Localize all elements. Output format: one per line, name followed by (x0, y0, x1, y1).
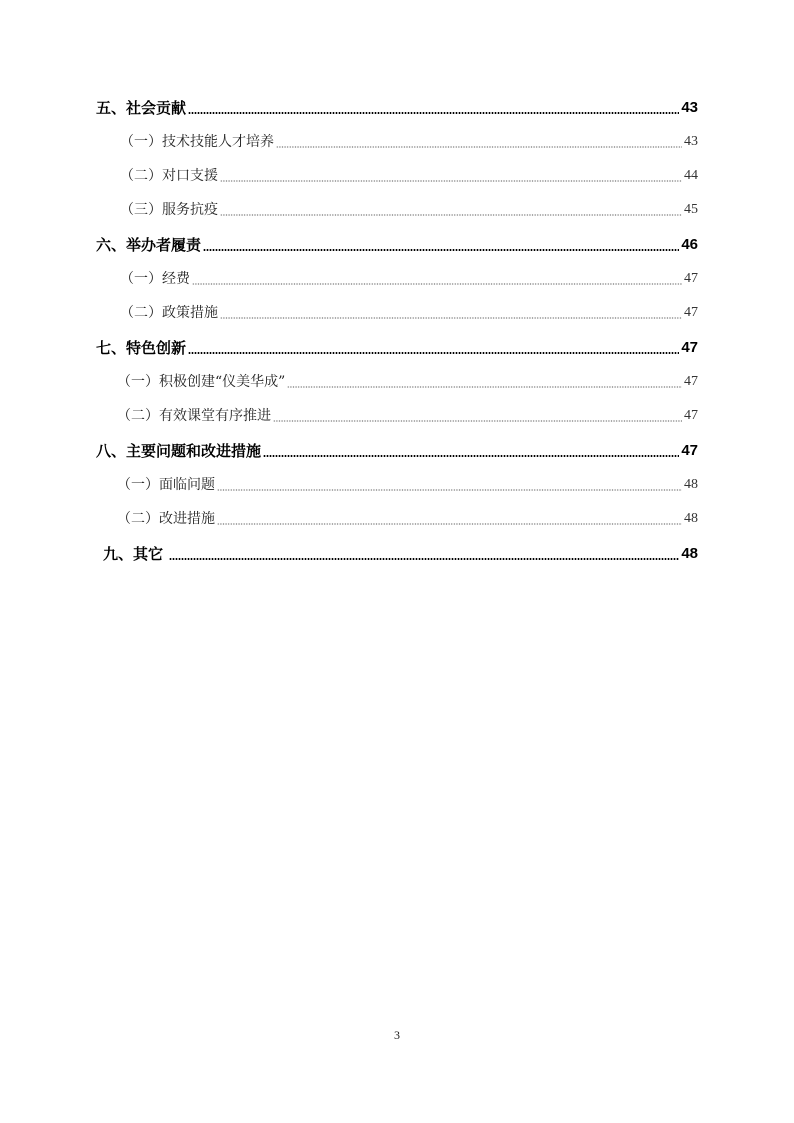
toc-entry-page: 47 (684, 305, 698, 320)
toc-entry-label: 五、社会贡献 (96, 99, 187, 117)
toc-entry-page: 48 (684, 477, 698, 492)
toc-entry-page: 48 (681, 545, 698, 562)
toc-entry-page: 47 (684, 374, 698, 389)
dot-leader (217, 523, 682, 525)
toc-entry-page: 44 (684, 168, 698, 183)
toc-entry-policy-measures[interactable] (0, 299, 698, 323)
toc-entry-page: 47 (684, 408, 698, 423)
toc-entry-page: 43 (684, 134, 698, 149)
dot-leader (276, 146, 682, 148)
dot-leader (188, 352, 679, 354)
dot-leader (169, 558, 679, 560)
toc-entry-sponsor-duties[interactable] (0, 231, 698, 255)
toc-entry-innovation[interactable] (0, 334, 698, 358)
toc-entry-label: （一）积极创建“仪美华成” (117, 374, 286, 390)
toc-entry-anti-epidemic[interactable] (0, 196, 698, 220)
toc-entry-problems-faced[interactable] (0, 471, 698, 495)
toc-entry-talent-training[interactable] (0, 128, 698, 152)
toc-entry-improvement-measures[interactable] (0, 505, 698, 529)
dot-leader (217, 489, 682, 491)
toc-entry-social-contribution[interactable] (0, 94, 698, 118)
toc-entry-page: 48 (684, 511, 698, 526)
dot-leader (220, 214, 682, 216)
toc-entry-problems-improvements[interactable] (0, 437, 698, 461)
toc-entry-page: 47 (681, 339, 698, 356)
page-number: 3 (394, 1028, 400, 1042)
toc-entry-label: （三）服务抗疫 (120, 202, 218, 218)
toc-entry-yimei-huacheng[interactable] (0, 368, 698, 392)
toc-entry-label: 七、特色创新 (96, 339, 187, 357)
toc-entry-label: （二）政策措施 (120, 305, 218, 321)
dot-leader (192, 283, 682, 285)
toc-entry-others[interactable] (0, 540, 698, 564)
dot-leader (203, 249, 679, 251)
dot-leader (220, 180, 682, 182)
toc-entry-effective-classroom[interactable] (0, 402, 698, 426)
toc-entry-label: （二）对口支援 (120, 168, 218, 184)
toc-entry-funding[interactable] (0, 265, 698, 289)
toc-entry-label: （一）经费 (120, 271, 190, 287)
toc-entry-label: 六、举办者履责 (96, 236, 202, 254)
toc-entry-label: （一）技术技能人才培养 (120, 134, 274, 150)
dot-leader (220, 317, 682, 319)
dot-leader (188, 112, 679, 114)
toc-entry-label: （一）面临问题 (117, 477, 215, 493)
dot-leader (287, 386, 682, 388)
toc-entry-paired-assistance[interactable] (0, 162, 698, 186)
dot-leader (273, 420, 682, 422)
toc-entry-page: 45 (684, 202, 698, 217)
toc-entry-page: 46 (681, 236, 698, 253)
toc-entry-label: 八、主要问题和改进措施 (96, 442, 262, 460)
toc-entry-label: （二）有效课堂有序推进 (117, 408, 271, 424)
toc-entry-page: 47 (681, 442, 698, 459)
toc-entry-page: 47 (684, 271, 698, 286)
toc-entry-label: 九、其它 (103, 545, 164, 563)
dot-leader (263, 455, 679, 457)
toc-entry-page: 43 (681, 99, 698, 116)
toc-entry-label: （二）改进措施 (117, 511, 215, 527)
